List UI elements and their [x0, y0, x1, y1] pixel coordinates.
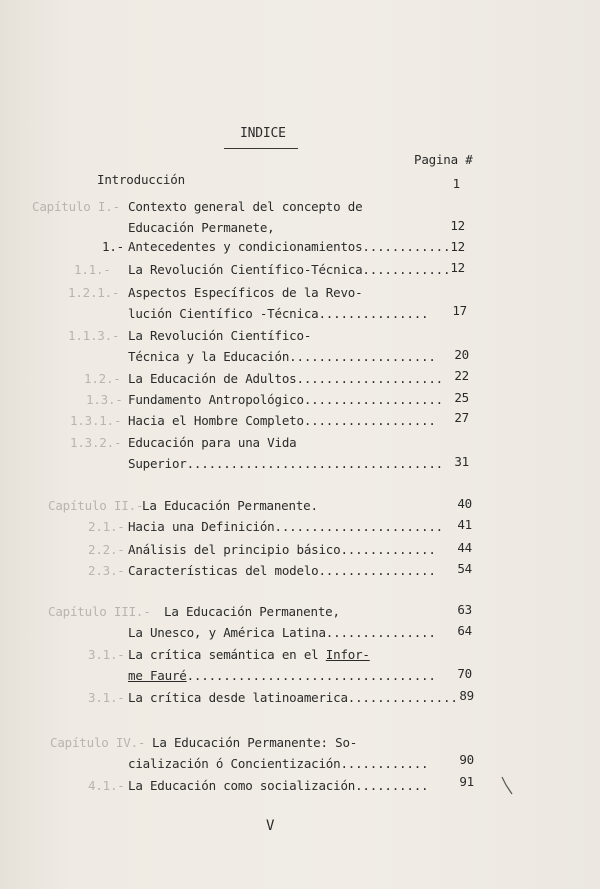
chapter-3-page: 63: [457, 602, 472, 617]
entry-text-underlined: Infor-: [325, 647, 370, 662]
entry-text: Hacia una Definición.......................: [128, 519, 444, 534]
entry-number: 1.3.1.-: [70, 413, 122, 428]
chapter-4-title-line1: La Educación Permanente: So-: [152, 735, 358, 750]
entry-page: 12: [450, 260, 465, 275]
pen-mark-icon: [500, 775, 514, 795]
entry-number: 1.2.1.-: [68, 285, 120, 300]
entry-page: 12: [450, 239, 465, 254]
entry-text: [128, 647, 370, 662]
chapter-1-title-line1: Contexto general del concepto de: [128, 199, 363, 214]
chapter-4-title-line2: cialización ó Concientización............: [128, 756, 429, 771]
intro-page: 1: [452, 176, 460, 191]
entry-page: 22: [454, 368, 469, 383]
chapter-1-label: Capítulo I.-: [32, 199, 120, 214]
chapter-2-label: Capítulo II.-: [48, 498, 144, 513]
entry-number: 1.3.2.-: [70, 435, 122, 450]
entry-page: 27: [454, 410, 469, 425]
intro-label: Introducción: [97, 172, 185, 187]
chapter-3-label: Capítulo III.-: [48, 604, 151, 619]
title-underline: [224, 148, 298, 149]
entry-page: 89: [459, 688, 474, 703]
entry-text-underlined: me Fauré: [128, 668, 187, 683]
entry-text: Fundamento Antropológico...................: [128, 392, 444, 407]
entry-text-cont: [128, 668, 436, 683]
entry-number: 3.1.-: [88, 647, 125, 662]
entry-text: Educación para una Vida: [128, 435, 297, 450]
entry-number: 1.-: [102, 239, 124, 254]
entry-number: 1.3.-: [86, 392, 123, 407]
entry-number: 4.1.-: [88, 778, 125, 793]
entry-page: 25: [454, 390, 469, 405]
entry-page: 54: [457, 561, 472, 576]
entry-text-part: La crítica semántica en el: [128, 647, 326, 662]
entry-text-cont: Superior...................................: [128, 456, 444, 471]
chapter-3-page-2: 64: [457, 623, 472, 638]
entry-text: La Educación como socialización..........: [128, 778, 429, 793]
entry-number: 1.1.-: [74, 262, 111, 277]
page-column-header: Pagina #: [414, 152, 473, 167]
entry-text-part: ..................................: [186, 668, 436, 683]
entry-text: Análisis del principio básico.............: [128, 542, 436, 557]
entry-text: Aspectos Específicos de la Revo-: [128, 285, 363, 300]
entry-page: 70: [457, 666, 472, 681]
chapter-4-label: Capítulo IV.-: [50, 735, 146, 750]
entry-page: 31: [454, 454, 469, 469]
entry-page: 91: [459, 774, 474, 789]
entry-number: 2.1.-: [88, 519, 125, 534]
entry-page: 41: [457, 517, 472, 532]
chapter-4-page: 90: [459, 752, 474, 767]
entry-number: 3.1.-: [88, 690, 125, 705]
chapter-3-title-line2: La Unesco, y América Latina...............: [128, 625, 436, 640]
entry-page: 44: [457, 540, 472, 555]
chapter-2-page: 40: [457, 496, 472, 511]
entry-number: 2.3.-: [88, 563, 125, 578]
entry-number: 2.2.-: [88, 542, 125, 557]
entry-number: 1.2.-: [84, 371, 121, 386]
entry-page: 17: [452, 303, 467, 318]
entry-number: 1.1.3.-: [68, 328, 120, 343]
chapter-2-title: La Educación Permanente.: [142, 498, 318, 513]
page-number: V: [266, 818, 275, 834]
entry-text-cont: lución Científico -Técnica...............: [128, 306, 429, 321]
entry-text: Antecedentes y condicionamientos............: [128, 239, 451, 254]
chapter-3-title-line1: La Educación Permanente,: [164, 604, 340, 619]
entry-text: La Educación de Adultos....................: [128, 371, 444, 386]
entry-page: 20: [454, 347, 469, 362]
entry-text: La Revolución Científico-: [128, 328, 312, 343]
chapter-1-page: 12: [450, 218, 465, 233]
entry-text: Características del modelo................: [128, 563, 436, 578]
entry-text: La Revolución Científico-Técnica............: [128, 262, 451, 277]
index-title: INDICE: [240, 126, 286, 141]
entry-text-cont: Técnica y la Educación....................: [128, 349, 436, 364]
entry-text: Hacia el Hombre Completo..................: [128, 413, 436, 428]
chapter-1-title-line2: Educación Permanete,: [128, 220, 275, 235]
entry-text: La crítica desde latinoamerica...............: [128, 690, 458, 705]
